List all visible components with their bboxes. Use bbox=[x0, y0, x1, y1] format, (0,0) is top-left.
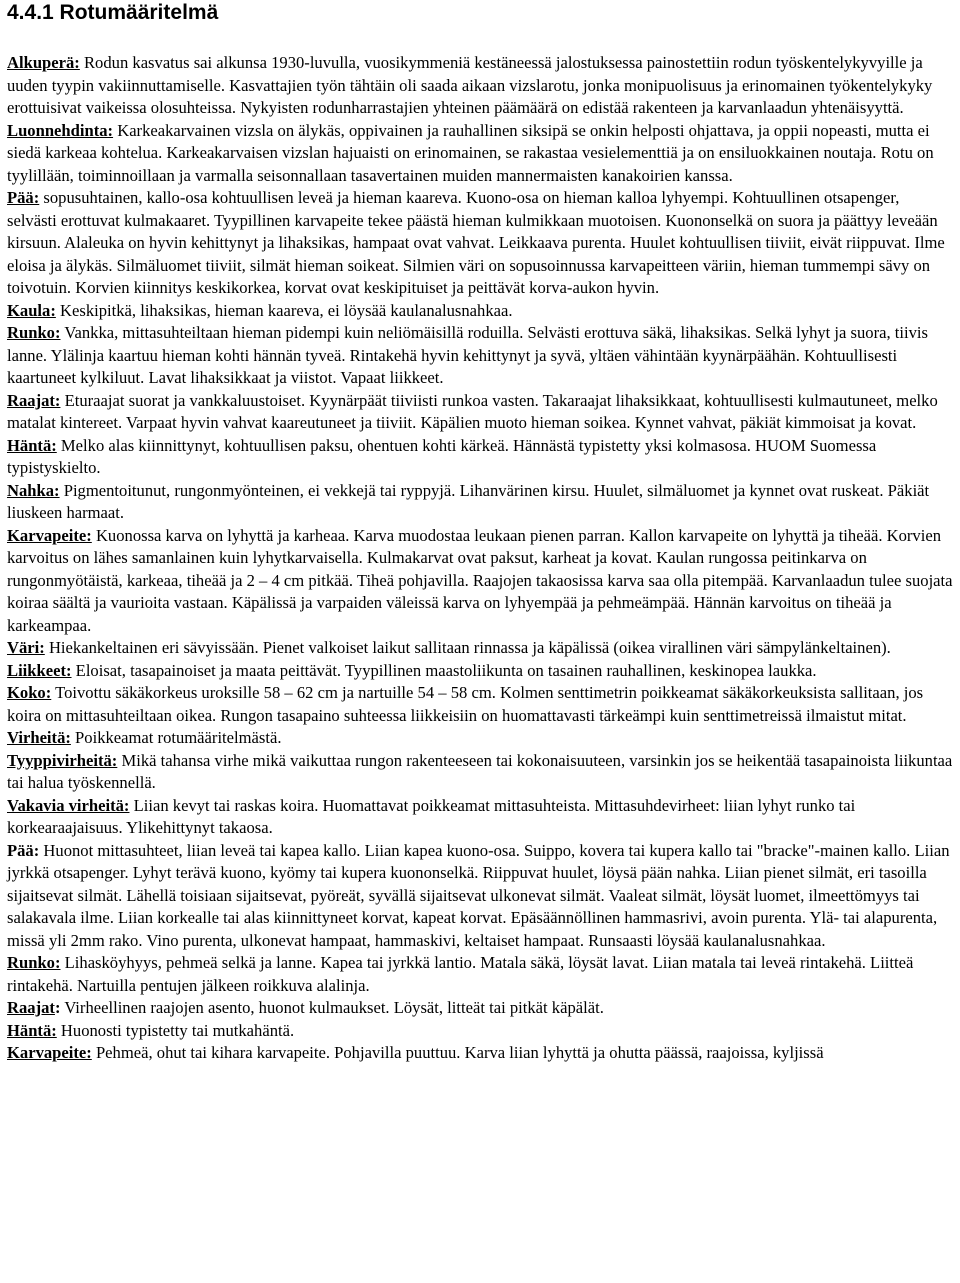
section-text: Pehmeä, ohut tai kihara karvapeite. Pohjavilla puuttuu. Karva liian lyhyttä ja ohutta päässä, raajoissa, kyljissä bbox=[91, 1043, 824, 1062]
section-label: Nahka: bbox=[7, 480, 60, 500]
section-paragraph bbox=[7, 750, 953, 795]
section-label: Karvapeite: bbox=[7, 1043, 92, 1062]
section-text: Eturaajat suorat ja vankkaluustoiset. Kyynärpäät tiiviisti runkoa vasten. Takaraajat lihaksikkaat, kohtuullisesti kulmautuneet, melko matalat kintereet. Varpaat hyvin vahvat kaareutuneet ja tiiviit. Käpälien muoto hieman soikea. Kynnet vahvat, päkiät kimmoisat ja kovat. bbox=[7, 390, 938, 432]
section-text: Liian kevyt tai raskas koira. Huomattavat poikkeamat mittasuhteista. Mittasuhdevirheet: liian lyhyt runko tai korkearaajaisuus. Ylikehittynyt takaosa. bbox=[7, 795, 856, 837]
section-paragraph bbox=[7, 660, 953, 683]
section-paragraph bbox=[7, 997, 953, 1020]
page-title: 4.4.1 Rotumääritelmä bbox=[7, 1, 219, 24]
section-paragraph bbox=[7, 52, 953, 120]
section-paragraph bbox=[7, 727, 953, 750]
section-text: Virheellinen raajojen asento, huonot kulmaukset. Löysät, litteät tai pitkät käpälät. bbox=[60, 998, 604, 1017]
section-text: Melko alas kiinnittynyt, kohtuullisen paksu, ohentuen kohti kärkeä. Hännästä typistetty yksi kolmasosa. HUOM Suomessa typistyskielto. bbox=[7, 435, 877, 477]
section-paragraph bbox=[7, 952, 953, 997]
section-paragraph bbox=[7, 1020, 953, 1043]
section-label: Koko: bbox=[7, 683, 52, 702]
section-label: Vakavia virheitä: bbox=[7, 795, 130, 815]
document-body bbox=[7, 52, 953, 1065]
section-label: Kaula: bbox=[7, 300, 56, 320]
section-label: Tyyppivirheitä: bbox=[7, 750, 118, 770]
section-label: Luonnehdinta: bbox=[7, 120, 114, 140]
section-label: Liikkeet: bbox=[7, 660, 72, 680]
section-paragraph bbox=[7, 187, 953, 300]
section-text: Keskipitkä, lihaksikas, hieman kaareva, ei löysää kaulanalusnahkaa. bbox=[55, 300, 513, 320]
section-text: Lihasköyhyys, pehmeä selkä ja lanne. Kapea tai jyrkkä lantio. Matala säkä, löysät lavat. Liian matala tai leveä rintakehä. Liitteä rintakehä. Nartuilla pentujen jälkeen roikkuva alalinja. bbox=[7, 953, 914, 995]
section-label-suffix: : bbox=[54, 998, 61, 1017]
section-label: Karvapeite: bbox=[7, 525, 92, 545]
section-paragraph bbox=[7, 840, 953, 953]
section-paragraph bbox=[7, 525, 953, 638]
section-label: Virheitä: bbox=[7, 728, 71, 747]
section-paragraph bbox=[7, 120, 953, 188]
section-paragraph bbox=[7, 480, 953, 525]
section-text: Rodun kasvatus sai alkunsa 1930-luvulla, vuosikymmeniä kestäneessä jalostuksessa painostettiin rodun työskentelykyvyille ja uuden tyypin vakiinnuttamiselle. Kasvattajien työn tähtäin oli saada aikaan vizslarotu, jonka monipuolisuus ja erinomainen työkentelykyky erottuisivat vaikeissa olosuhteissa. Nykyisten rodunharrastajien yhteinen päämäärä on edistää rakenteen ja karvanlaadun yhtenäisyyttä. bbox=[7, 53, 933, 117]
section-text: sopusuhtainen, kallo-osa kohtuullisen leveä ja hieman kaareva. Kuono-osa on hieman kalloa lyhyempi. Kohtuullinen otsapenger, selvästi erottuvat kulmakaaret. Tyypillinen karvapeite tekee päästä hieman kulmikkaan muotoisen. Kuononselkä on suora ja päättyy leveään kirsuun. Alaleuka on hyvin kehittynyt ja lihaksikas, hampaat ovat vahvat. Leikkaava purenta. Huulet kohtuullisen tiiviit, eivät riippuvat. Ilme eloisa ja älykäs. Silmäluomet tiiviit, silmät hieman soikeat. Silmien väri on sopusoinnussa karvapeitteen väriin, hieman tummempi sävy on toivotuin. Korvien kiinnitys keskikorkea, korvat ovat keskipituiset ja peittävät korva-aukon hyvin. bbox=[7, 188, 945, 297]
section-text: Vankka, mittasuhteiltaan hieman pidempi kuin neliömäisillä roduilla. Selvästi erottuva säkä, lihaksikas. Selkä lyhyt ja suora, tiivis lanne. Ylälinja kaartuu hieman kohti hännän tyveä. Rintakehä hyvin kehittynyt ja syvä, yltäen vähintään kyynärpäähän. Kohtuullisesti kaartuneet kylkiluut. Lavat lihaksikkaat ja viistot. Vapaat liikkeet. bbox=[7, 323, 928, 387]
section-text: Pigmentoitunut, rungonmyönteinen, ei vekkejä tai ryppyjä. Lihanvärinen kirsu. Huulet, silmäluomet ja kynnet ovat ruskeat. Päkiät liuskeen harmaat. bbox=[7, 480, 930, 522]
section-text: Toivottu säkäkorkeus uroksille 58 – 62 cm ja nartuille 54 – 58 cm. Kolmen senttimetrin poikkeamat säkäkorkeuksista sallitaan, jos koira on mittasuhteiltaan oikea. Rungon tasapaino suhteessa liikkeisiin on huomattavasti tärkeämpi kuin senttimetreissä ilmaistut mitat. bbox=[7, 683, 924, 725]
section-paragraph bbox=[7, 795, 953, 840]
section-label: Väri: bbox=[7, 638, 45, 657]
section-text: Karkeakarvainen vizsla on älykäs, oppivainen ja rauhallinen siksipä se onkin helposti ohjattava, ja oppii nopeasti, mutta ei siedä karkeaa kohtelua. Karkeakarvaisen vizslan hajuaisti on erinomainen, se rakastaa vesielementtiä ja on ensiluokkainen noutaja. Rotu on tyylillään, toiminnoillaan ja varmalla seisonnallaan tasavertainen muiden mannermaisten kanakoirien kanssa. bbox=[7, 120, 934, 185]
section-text: Kuonossa karva on lyhyttä ja karheaa. Karva muodostaa leukaan pienen parran. Kallon karvapeite on lyhyttä ja tiheää. Korvien karvoitus on lähes samanlainen kuin lyhytkarvaisella. Kulmakarvat ovat paksut, karheat ja kovat. Kaulan rungossa peitinkarva on rungonmyötäistä, karkeaa, tiheää ja 2 – 4 cm pitkää. Tiheä pohjavilla. Raajojen takaosissa karva saa olla pitempää. Karvanlaadun tulee suojata koiraa säältä ja vaurioita vastaan. Käpälissä ja varpaiden väleissä karva on lyhyempää ja pehmeämpää. Hännän karvoitus on tiheää ja karkeampaa. bbox=[7, 525, 953, 635]
section-label: Häntä: bbox=[7, 1020, 57, 1040]
section-label: Pää: bbox=[7, 840, 40, 860]
section-text: Eloisat, tasapainoiset ja maata peittävät. Tyypillinen maastoliikunta on tasainen rauhallinen, keskinopea laukka. bbox=[71, 660, 817, 680]
section-text: Hiekankeltainen eri sävyissään. Pienet valkoiset laikut sallitaan rinnassa ja käpälissä (oikea virallinen väri sämpylänkeltainen). bbox=[44, 638, 891, 657]
section-label: Häntä: bbox=[7, 435, 57, 455]
section-paragraph bbox=[7, 300, 953, 323]
document-page bbox=[7, 0, 953, 1065]
section-paragraph bbox=[7, 1042, 953, 1065]
section-paragraph bbox=[7, 322, 953, 390]
section-paragraph bbox=[7, 637, 953, 660]
section-label: Pää: bbox=[7, 188, 40, 207]
section-text: Huonot mittasuhteet, liian leveä tai kapea kallo. Liian kapea kuono-osa. Suippo, kovera tai kupera kallo tai "bracke"-mainen kallo. Liian jyrkkä otsapenger. Lyhyt terävä kuono, kyömy tai kupera kuononselkä. Riippuvat huulet, löysä pään nahka. Liian pienet silmät, eri tasoilla sijaitsevat silmät. Lähellä toisiaan sijaitsevat, pyöreät, syvällä sijaitsevat ulkonevat silmät. Vaaleat silmät, löysät luomet, ilmeettömyys tai salakavala ilme. Liian korkealle tai alas kiinnittyneet korvat, kapeat korvat. Epäsäännöllinen hammasrivi, avoin purenta. Ylä- tai alapurenta, missä yli 2mm rako. Vino purenta, ulkonevat hampaat, hammaskivi, keltaiset hampaat. Runsaasti löysää kaulanalusnahkaa. bbox=[7, 840, 950, 950]
section-label: Runko: bbox=[7, 953, 61, 972]
section-text: Huonosti typistetty tai mutkahäntä. bbox=[56, 1020, 295, 1040]
section-paragraph bbox=[7, 682, 953, 727]
section-label: Alkuperä: bbox=[7, 53, 80, 72]
section-label: Raajat bbox=[7, 998, 55, 1017]
section-label: Runko: bbox=[7, 323, 61, 342]
section-text: Poikkeamat rotumääritelmästä. bbox=[70, 728, 282, 747]
section-label: Raajat: bbox=[7, 390, 61, 410]
section-paragraph bbox=[7, 390, 953, 435]
section-paragraph bbox=[7, 435, 953, 480]
section-text: Mikä tahansa virhe mikä vaikuttaa rungon rakenteeseen tai kokonaisuuteen, varsinkin jos se heikentää tasapainoista liikuntaa tai halua työskennellä. bbox=[7, 750, 953, 792]
